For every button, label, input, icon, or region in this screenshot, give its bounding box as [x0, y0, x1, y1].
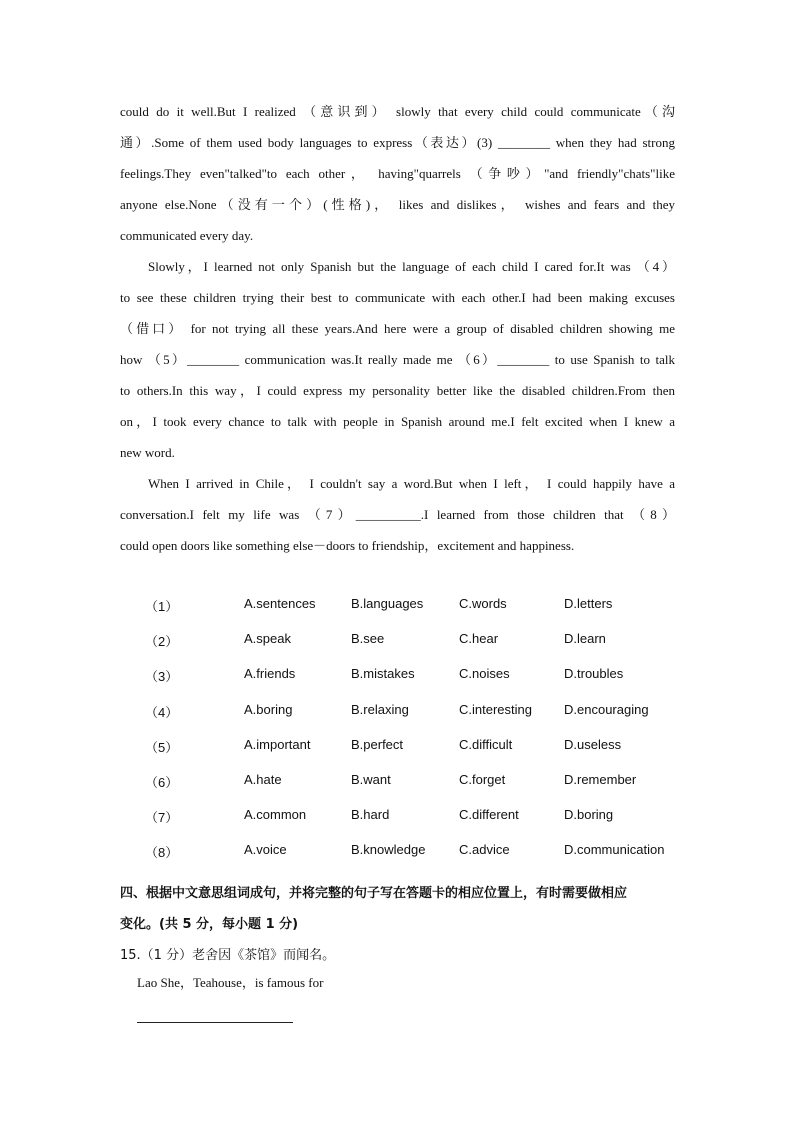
paragraph-line: 通）.Some of them used body languages to express（表达）(3) ________ when they had strong [120, 135, 675, 150]
option-b: B.languages [351, 596, 424, 611]
option-b: B.perfect [351, 736, 404, 752]
paragraph-line: communicated every day. [120, 228, 254, 243]
option-b: B.hard [351, 807, 390, 823]
paragraph-line: conversation.I felt my life was （7）__________.I learned from those children that （8） [120, 507, 675, 522]
option-row [145, 772, 685, 807]
option-b: B.knowledge [351, 842, 426, 858]
option-d: D.boring [564, 807, 614, 823]
question-15-english: Lao She，Teahouse，is famous for [137, 975, 324, 990]
paragraph-line: anyone else.None（没有一个）(性格)， likes and dislikes， wishes and fears and they [120, 197, 675, 212]
paragraph-line: to others.In this way，I could express my personality better like the disabled children.From then [120, 383, 675, 398]
option-c: C.forget [459, 771, 506, 787]
option-row [145, 737, 685, 772]
option-a: A.boring [244, 701, 293, 717]
paragraph-1 [120, 96, 675, 251]
option-c: C.noises [459, 666, 510, 682]
question-number: （8） [145, 845, 179, 861]
option-c: C.different [459, 807, 519, 823]
paragraph-2 [120, 251, 675, 468]
paragraph-line: new word. [120, 445, 175, 460]
paragraph-line: could do it well.But I realized （意识到） slowly that every child could communicate（沟 [120, 104, 675, 119]
paragraph-line: When I arrived in Chile， I couldn't say a word.But when I left， I could happily have a [148, 476, 675, 491]
option-a: A.voice [244, 842, 287, 858]
option-c: C.interesting [459, 701, 532, 717]
question-number: （6） [145, 774, 179, 790]
paragraph-line: feelings.They even"talked"to each other， having"quarrels （争吵）"and friendly"chats"like [120, 166, 675, 181]
option-row [145, 842, 685, 877]
option-row [145, 666, 685, 701]
paragraph-line: （借口） for not trying all these years.And here were a group of disabled children showing me [120, 321, 675, 336]
question-number: （4） [145, 704, 179, 720]
option-d: D.communication [564, 842, 665, 858]
section-heading-line: 变化。(共 5 分，每小题 1 分) [120, 917, 299, 932]
option-a: A.speak [244, 631, 291, 647]
option-a: A.hate [244, 771, 282, 787]
option-a: A.friends [244, 666, 296, 682]
paragraph-line: Slowly，I learned not only Spanish but the language of each child I cared for.It was （4） [148, 259, 675, 274]
question-number: （7） [145, 810, 179, 826]
options-table [145, 596, 685, 878]
paragraph-line: how （5）________ communication was.It really made me （6）________ to use Spanish to talk [120, 352, 675, 367]
paragraph-line: could open doors like something else－doors to friendship，excitement and happiness. [120, 538, 575, 553]
option-a: A.sentences [244, 596, 316, 611]
answer-blank[interactable] [137, 1022, 293, 1023]
option-d: D.encouraging [564, 701, 649, 717]
paragraph-line: on，I took every chance to talk with people in Spanish around me.I felt excited when I knew a [120, 414, 675, 429]
option-d: D.learn [564, 631, 606, 647]
option-b: B.mistakes [351, 666, 415, 682]
paragraph-3 [120, 468, 675, 561]
question-number: （1） [145, 599, 179, 614]
option-b: B.relaxing [351, 701, 409, 717]
question-number: （5） [145, 739, 179, 755]
option-d: D.remember [564, 771, 637, 787]
question-number: （3） [145, 669, 179, 685]
question-number: （2） [145, 634, 179, 650]
option-b: B.see [351, 631, 385, 647]
option-d: D.useless [564, 736, 622, 752]
option-c: C.words [459, 596, 507, 611]
option-c: C.hear [459, 631, 499, 647]
option-row [145, 807, 685, 842]
option-d: D.troubles [564, 666, 624, 682]
section-heading [120, 878, 680, 940]
option-c: C.difficult [459, 736, 513, 752]
option-row [145, 702, 685, 737]
paragraph-line: to see these children trying their best to communicate with each other.I had been making excuses [120, 290, 675, 305]
option-row [145, 596, 685, 631]
option-row [145, 631, 685, 666]
option-a: A.common [244, 807, 307, 823]
question-15-prompt: 15.（1 分）老舍因《茶馆》而闻名。 [120, 948, 336, 963]
option-a: A.important [244, 736, 311, 752]
passage [120, 96, 675, 561]
option-c: C.advice [459, 842, 510, 858]
section-heading-line: 四、根据中文意思组词成句，并将完整的句子写在答题卡的相应位置上，有时需要做相应 [120, 886, 628, 901]
option-d: D.letters [564, 596, 613, 611]
option-b: B.want [351, 771, 391, 787]
